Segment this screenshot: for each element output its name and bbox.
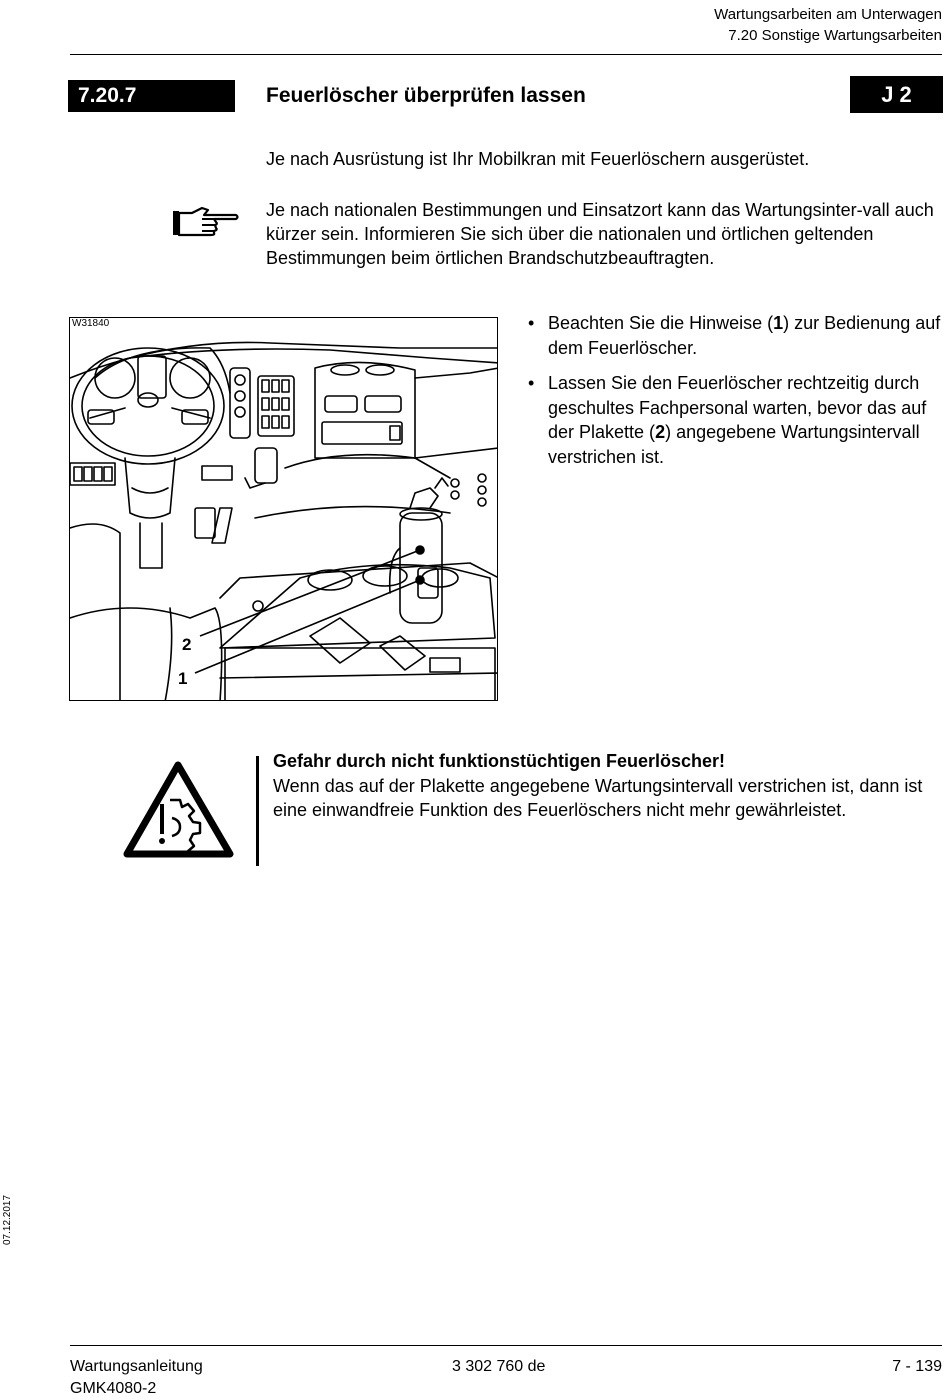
footer-rule	[70, 1345, 942, 1346]
header-chapter: Wartungsarbeiten am Unterwagen	[714, 6, 942, 23]
instruction-list	[525, 311, 945, 480]
maintenance-code-badge: J 2	[850, 76, 943, 113]
callout-label-2: 2	[182, 635, 192, 654]
header-rule	[70, 54, 942, 55]
dashboard-illustration	[69, 317, 498, 701]
figure-id: W31840	[72, 318, 110, 329]
list-item: • Lassen Sie den Feuerlöscher rechtzeitig durch geschultes Fachpersonal warten, bevor das auf der Plakette (2) angegebene Wartungsintervall verstrichen ist.	[525, 371, 945, 469]
footer-page-number: 7 - 139	[892, 1358, 942, 1375]
section-number: 7.20.7	[68, 80, 235, 112]
side-date: 07.12.2017	[2, 1194, 13, 1245]
note-paragraph: Je nach nationalen Bestimmungen und Einsatzort kann das Wartungsinter-vall auch kürzer sein. Informieren Sie sich über die nationalen und örtlichen geltenden Bestimmungen beim örtlichen Brandschutzbeauftragten.	[266, 200, 934, 268]
warning-title: Gefahr durch nicht funktionstüchtigen Feuerlöscher!	[273, 751, 726, 771]
section-title: Feuerlöscher überprüfen lassen	[266, 84, 586, 107]
footer-left	[70, 1356, 203, 1400]
callout-label-1: 1	[178, 669, 188, 688]
intro-paragraph: Je nach Ausrüstung ist Ihr Mobilkran mit Feuerlöschern ausgerüstet.	[266, 149, 810, 169]
footer-model: GMK4080-2	[70, 1380, 157, 1397]
list-item: • Beachten Sie die Hinweise (1) zur Bedienung auf dem Feuerlöscher.	[525, 311, 945, 360]
warning-bar	[256, 756, 259, 866]
footer-doc-type: Wartungsanleitung	[70, 1358, 203, 1375]
pointing-hand-icon	[172, 205, 240, 237]
header-section: 7.20 Sonstige Wartungsarbeiten	[728, 27, 942, 44]
running-header	[714, 4, 942, 46]
warning-text: Wenn das auf der Plakette angegebene Wartungsintervall verstrichen ist, dann ist eine einwandfreie Funktion des Feuerlöschers nicht mehr gewährleistet.	[273, 775, 923, 820]
warning-block	[273, 749, 945, 823]
warning-triangle-gear-icon	[122, 760, 235, 860]
footer-doc-number: 3 302 760 de	[452, 1358, 546, 1375]
